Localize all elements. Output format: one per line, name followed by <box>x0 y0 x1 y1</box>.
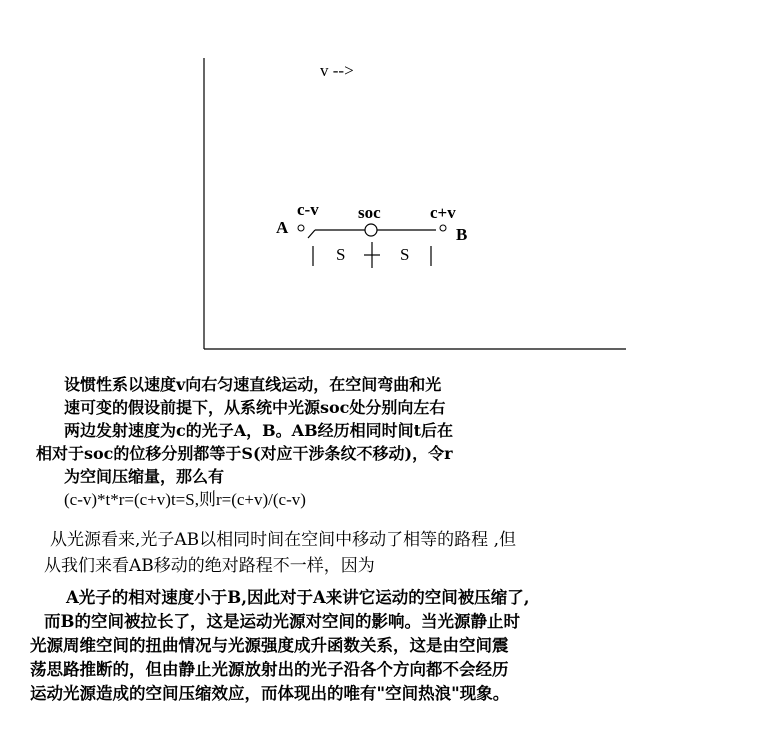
photon-a-marker <box>298 225 304 231</box>
text-line: 运动光源造成的空间压缩效应，而体现出的唯有"空间热浪"现象。 <box>30 684 510 703</box>
text-line: 两边发射速度为c的光子A，B。AB经历相同时间t后在 <box>64 421 454 440</box>
label-b-speed: c+v <box>430 203 456 222</box>
point-a-label: A <box>276 218 289 237</box>
text-line: 光源周维空间的扭曲情况与光源强度成升函数关系，这是由空间震 <box>30 636 509 655</box>
light-source-marker <box>365 224 377 236</box>
text-line: 设惯性系以速度v向右匀速直线运动，在空间弯曲和光 <box>64 375 442 394</box>
segment-s-left: S <box>336 245 346 264</box>
light-source-diagram <box>0 0 759 360</box>
text-line: 而B的空间被拉长了，这是运动光源对空间的影响。当光源静止时 <box>44 612 520 631</box>
text-line: A光子的相对速度小于B,因此对于A来讲它运动的空间被压缩了, <box>66 588 530 607</box>
photon-b-marker <box>440 225 446 231</box>
point-b-label: B <box>456 225 468 244</box>
segment-s-right: S <box>400 245 410 264</box>
velocity-label: v --> <box>320 61 354 80</box>
left-end-mark <box>308 230 315 238</box>
text-line: 荡思路推断的，但由静止光源放射出的光子沿各个方向都不会经历 <box>30 660 509 679</box>
text-line: 速可变的假设前提下，从系统中光源soc处分别向左右 <box>64 398 446 417</box>
paragraph-derivation <box>36 373 453 511</box>
formula-line: (c-v)*t*r=(c+v)t=S,则r=(c+v)/(c-v) <box>64 490 306 509</box>
label-source: soc <box>358 203 381 222</box>
text-line: 相对于soc的位移分别都等于S(对应干涉条纹不移动)，令r <box>36 444 453 463</box>
paragraph-explanation <box>30 586 530 706</box>
paragraph-observation <box>44 527 516 579</box>
text-line: 从我们来看AB移动的绝对路程不一样，因为 <box>44 556 375 576</box>
label-a-speed: c-v <box>297 200 319 219</box>
text-line: 为空间压缩量，那么有 <box>64 467 225 486</box>
text-line: 从光源看来,光子AB以相同时间在空间中移动了相等的路程 ,但 <box>50 530 516 550</box>
